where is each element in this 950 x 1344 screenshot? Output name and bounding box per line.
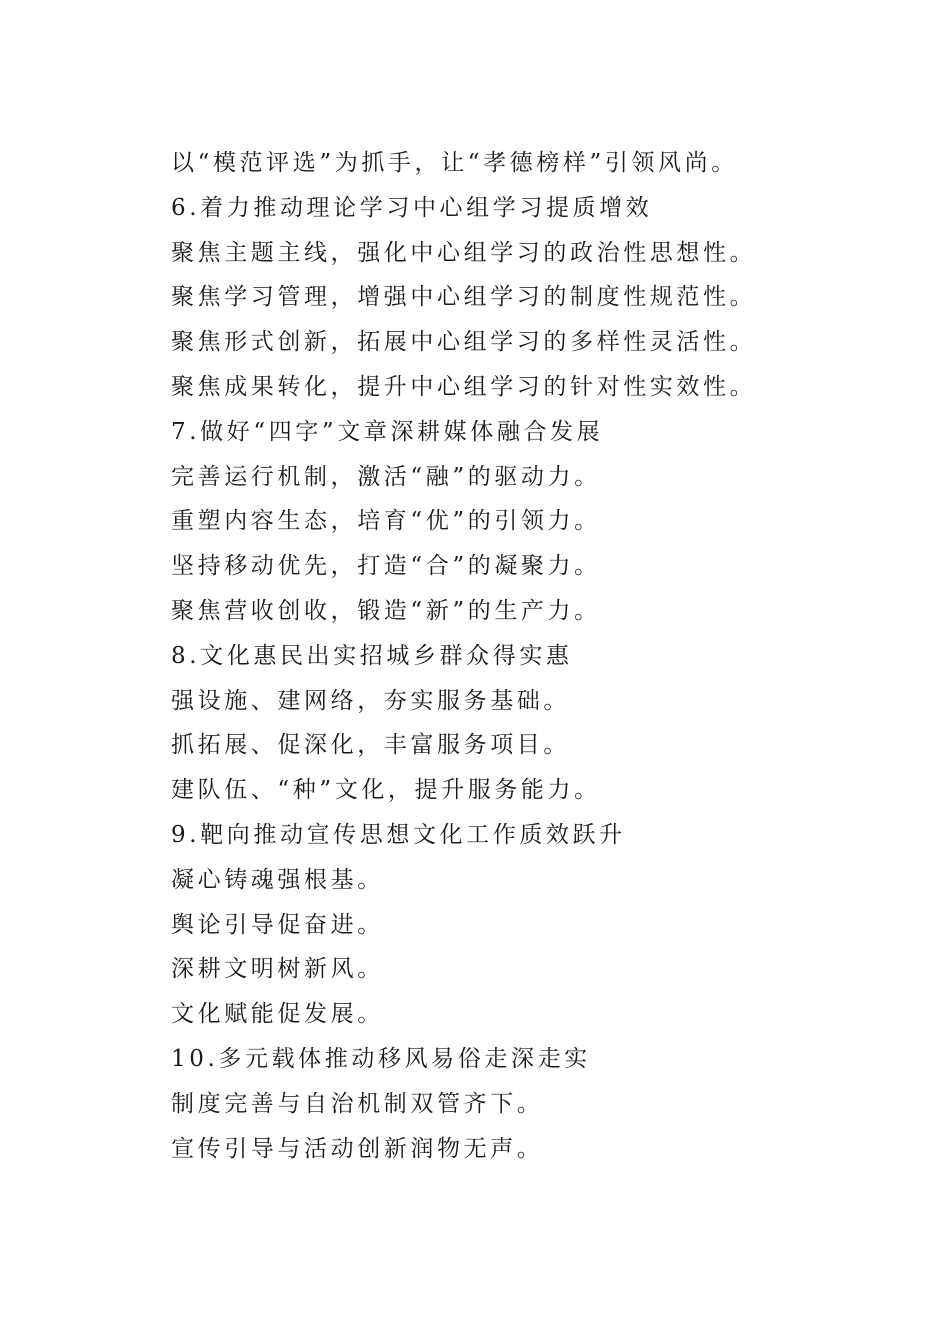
text-line: 以“模范评选”为抓手，让“孝德榜样”引领风尚。 bbox=[171, 150, 738, 176]
section-heading: 10.多元载体推动移风易俗走深走实 bbox=[171, 1045, 591, 1072]
text-line: 聚焦学习管理，增强中心组学习的制度性规范性。 bbox=[171, 284, 757, 311]
text-line: 坚持移动优先，打造“合”的凝聚力。 bbox=[171, 553, 601, 580]
text-line: 舆论引导促奋进。 bbox=[171, 911, 384, 938]
section-heading: 8.文化惠民出实招城乡群众得实惠 bbox=[171, 642, 573, 669]
text-line: 抓拓展、促深化，丰富服务项目。 bbox=[171, 732, 570, 759]
text-line: 完善运行机制，激活“融”的驱动力。 bbox=[171, 463, 601, 490]
text-line: 深耕文明树新风。 bbox=[171, 956, 384, 983]
section-heading: 9.靶向推动宣传思想文化工作质效跃升 bbox=[171, 821, 626, 848]
document-body bbox=[171, 141, 871, 1171]
section-heading: 7.做好“四字”文章深耕媒体融合发展 bbox=[171, 418, 604, 445]
text-line: 文化赋能促发展。 bbox=[171, 1001, 384, 1028]
text-line: 聚焦形式创新，拓展中心组学习的多样性灵活性。 bbox=[171, 329, 757, 356]
text-line: 凝心铸魂强根基。 bbox=[171, 866, 384, 893]
text-line: 聚焦主题主线，强化中心组学习的政治性思想性。 bbox=[171, 239, 757, 266]
text-line: 重塑内容生态，培育“优”的引领力。 bbox=[171, 508, 601, 535]
text-line: 强设施、建网络，夯实服务基础。 bbox=[171, 687, 570, 714]
text-line: 聚焦营收创收，锻造“新”的生产力。 bbox=[171, 597, 601, 624]
text-line: 制度完善与自治机制双管齐下。 bbox=[171, 1090, 544, 1117]
text-line: 建队伍、“种”文化，提升服务能力。 bbox=[171, 777, 601, 804]
text-line: 宣传引导与活动创新润物无声。 bbox=[171, 1135, 544, 1162]
section-heading: 6.着力推动理论学习中心组学习提质增效 bbox=[171, 194, 653, 221]
text-line: 聚焦成果转化，提升中心组学习的针对性实效性。 bbox=[171, 373, 757, 400]
